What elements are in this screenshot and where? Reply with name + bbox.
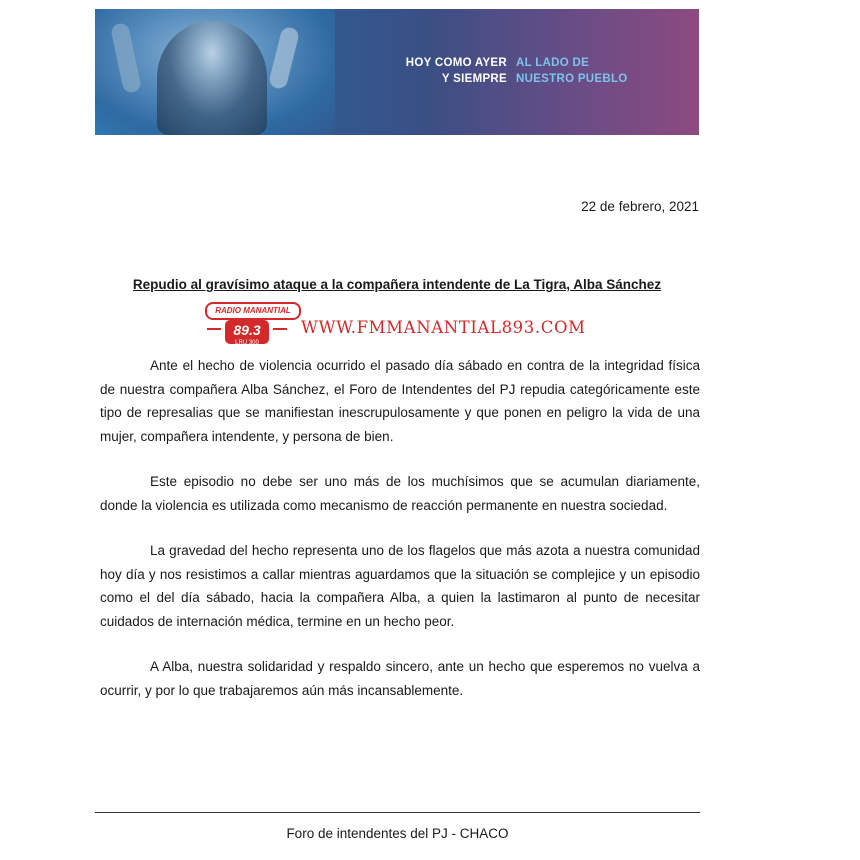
radio-logo-name: RADIO MANANTIAL bbox=[205, 302, 301, 320]
radio-wave-left bbox=[207, 328, 221, 330]
document-title: Repudio al gravísimo ataque a la compañera intendente de La Tigra, Alba Sánchez bbox=[132, 277, 662, 292]
banner-line1-left: HOY COMO AYER bbox=[405, 57, 507, 69]
radio-url: WWW.FMMANANTIAL893.COM bbox=[301, 318, 586, 337]
body-paragraph: A Alba, nuestra solidaridad y respaldo sincero, ante un hecho que esperemos no vuelva a ocurrir, y por lo que trabajaremos aún más incansablemente. bbox=[100, 659, 700, 698]
document-date: 22 de febrero, 2021 bbox=[581, 199, 699, 214]
photo-raised-arm-right bbox=[268, 26, 300, 91]
radio-logo-callsign: LRU 300 bbox=[235, 340, 259, 346]
body-paragraph: Este episodio no debe ser uno más de los muchísimos que se acumulan diariamente, donde la violencia es utilizada como mecanismo de reacción permanente en nuestra sociedad. bbox=[100, 474, 700, 513]
radio-watermark bbox=[203, 302, 586, 354]
document-footer: Foro de intendentes del PJ - CHACO bbox=[286, 826, 509, 841]
radio-logo bbox=[203, 302, 299, 350]
body-paragraph: Ante el hecho de violencia ocurrido el pasado día sábado en contra de la integridad física de nuestra compañera Alba Sánchez, el Foro de Intendentes del PJ repudia categóricamente este tipo de represalias que se manifiestan inescrupulosamente y que ponen en peligro la vida de una mujer, compañera intendente, y persona de bien. bbox=[100, 358, 700, 444]
body-paragraph: La gravedad del hecho representa uno de los flagelos que más azota a nuestra comunidad hoy día y nos resistimos a callar mientras aguardamos que la situación se complejice y un episodio como el del día sábado, hacia la compañera Alba, a quien la lastimaron al punto de necesitar cuidados de internación médica, termine en un hecho peor. bbox=[100, 543, 700, 629]
photo-figure bbox=[157, 21, 267, 135]
banner-line2-right: NUESTRO PUEBLO bbox=[516, 73, 628, 85]
banner-line2-left: Y SIEMPRE bbox=[441, 73, 507, 85]
header-banner bbox=[95, 9, 699, 135]
banner-slogan-left bbox=[395, 55, 507, 87]
document-body bbox=[100, 354, 700, 724]
banner-slogan-right bbox=[516, 55, 628, 87]
banner-photo bbox=[95, 9, 335, 135]
footer-divider bbox=[95, 812, 700, 813]
banner-line1-right: AL LADO DE bbox=[516, 57, 590, 69]
photo-raised-arm-left bbox=[110, 22, 142, 94]
radio-logo-frequency: 89.3 bbox=[225, 320, 269, 344]
radio-wave-right bbox=[273, 328, 287, 330]
